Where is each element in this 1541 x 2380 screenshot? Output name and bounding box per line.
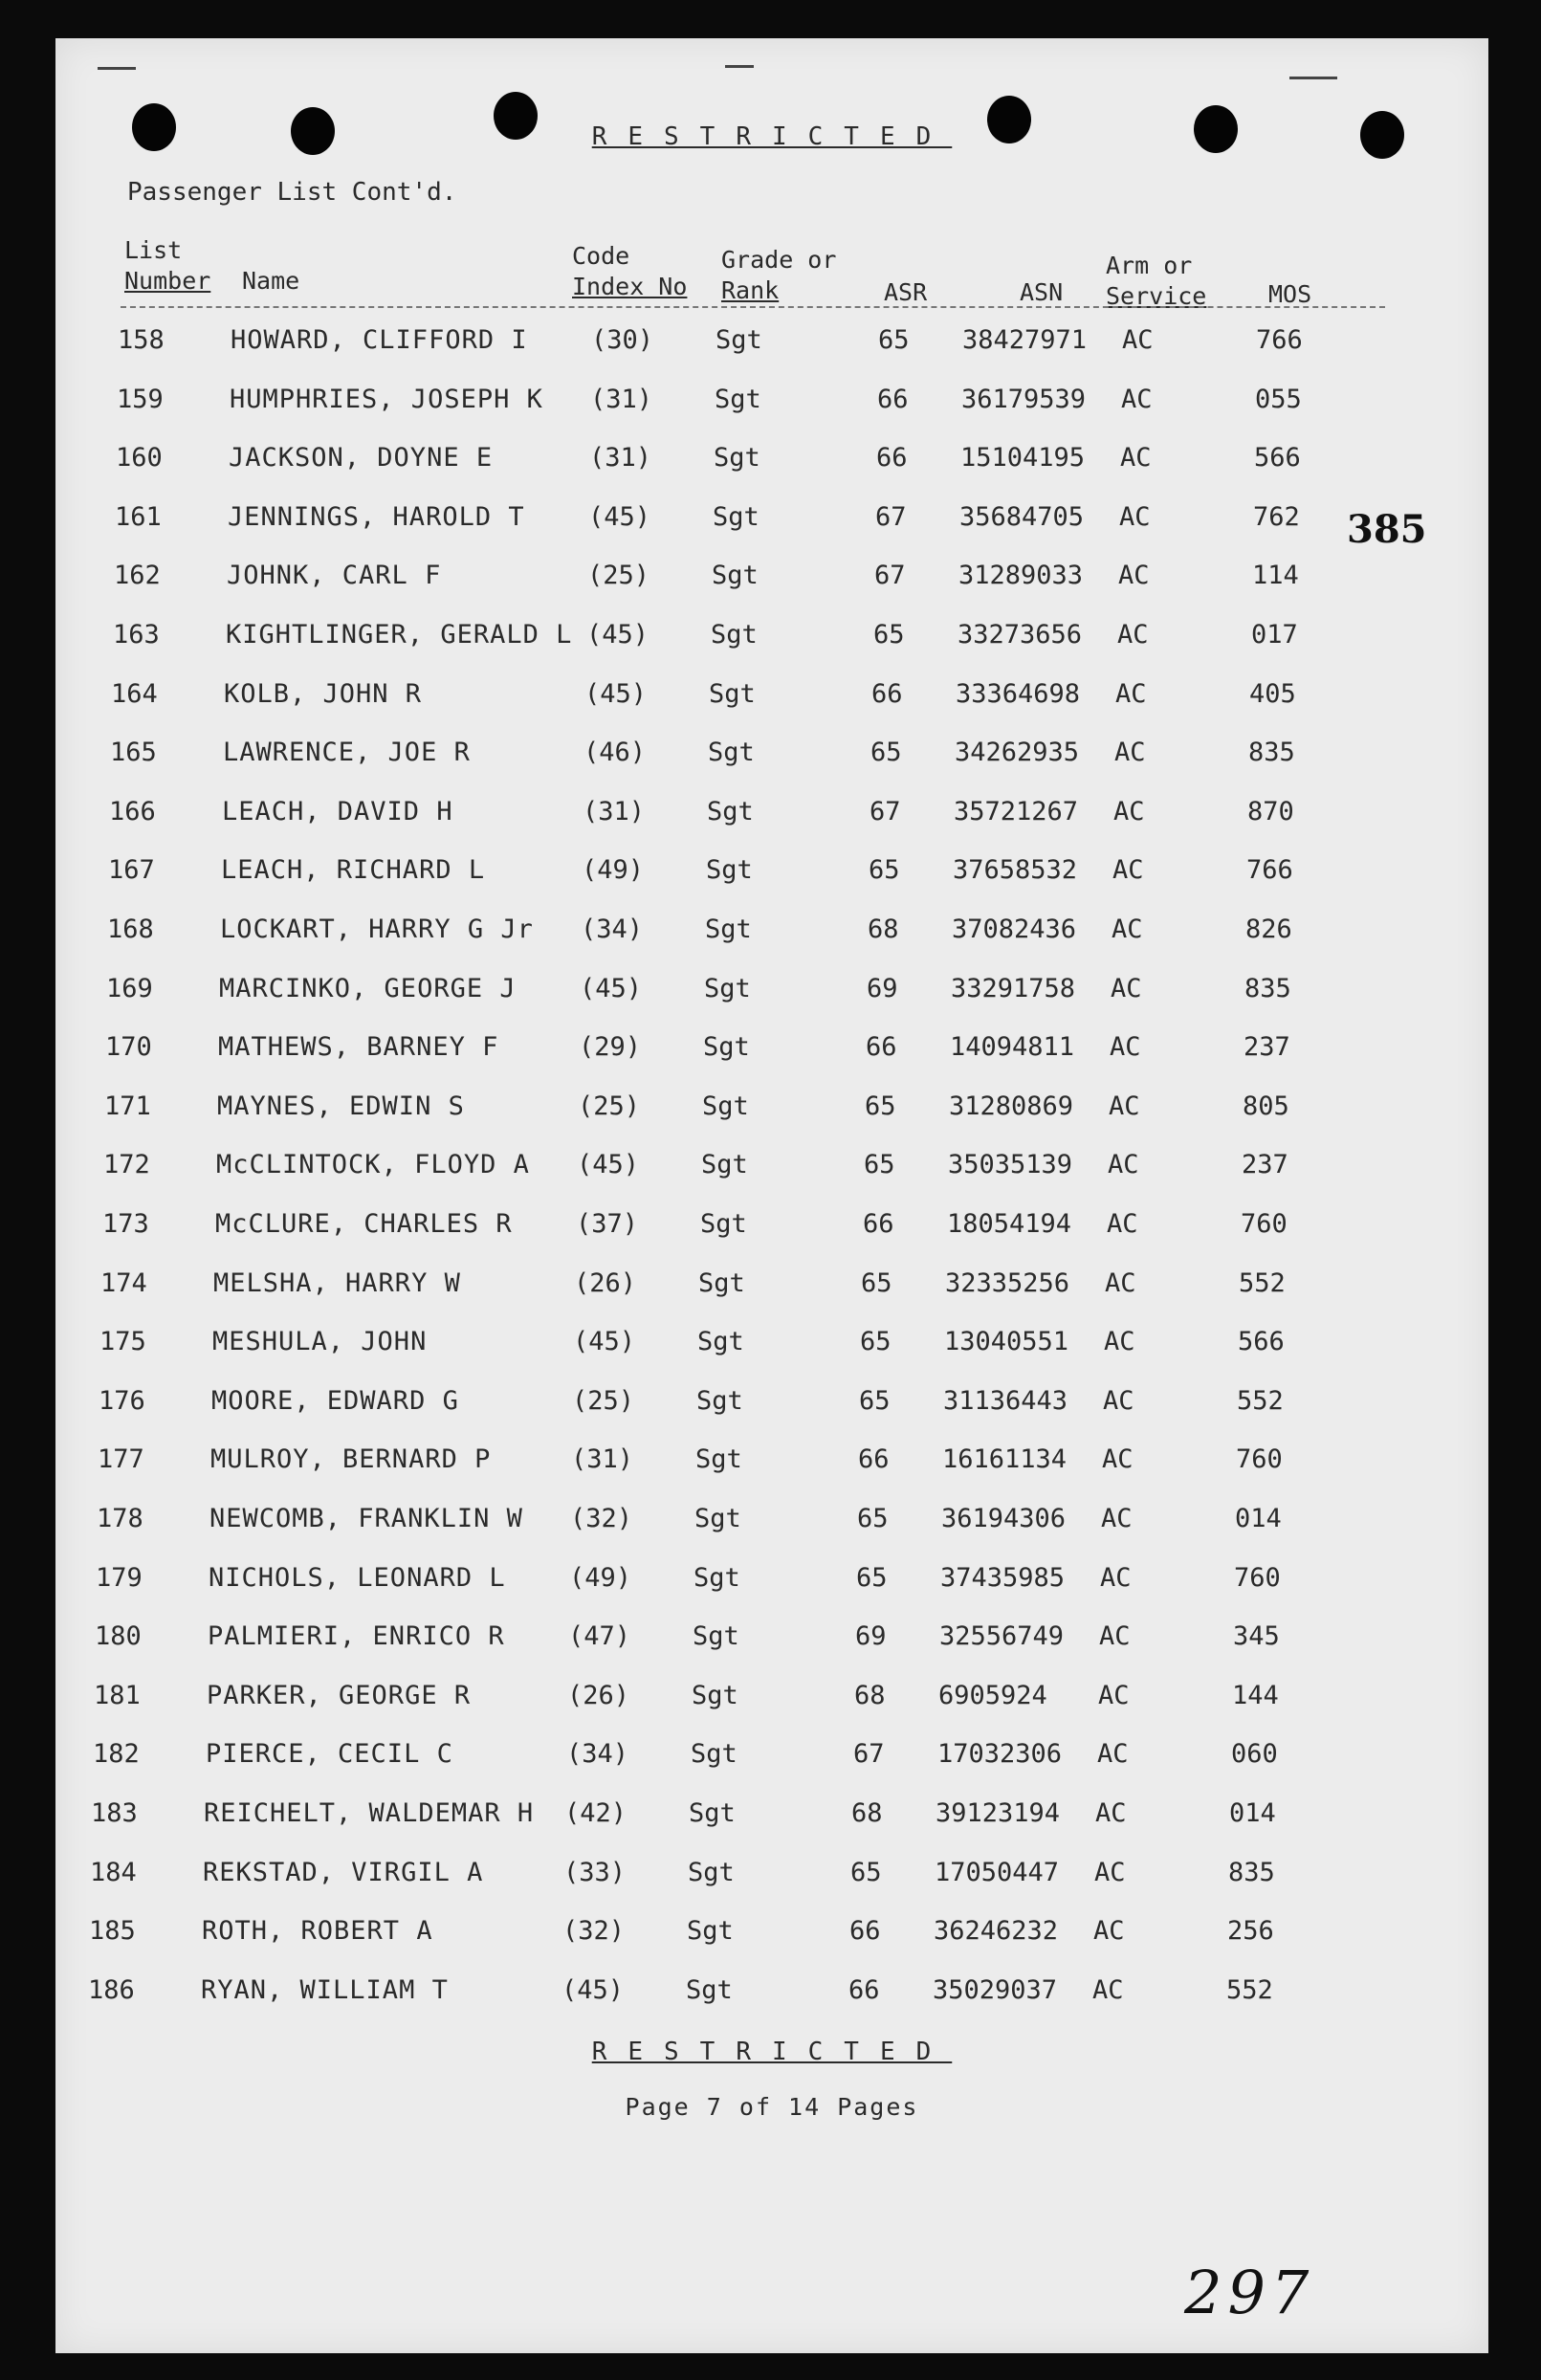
- col-header-code-index: Code Index No: [572, 242, 688, 300]
- table-row: [55, 1504, 1488, 1542]
- table-row: [55, 1916, 1488, 1954]
- arm-service: AC: [1100, 1562, 1132, 1593]
- mos-code: 014: [1229, 1798, 1276, 1828]
- document-page: [55, 38, 1488, 2353]
- list-number: 175: [99, 1327, 146, 1357]
- asn-value: 36246232: [934, 1916, 1059, 1947]
- arm-service: AC: [1095, 1798, 1127, 1828]
- code-index: (47): [568, 1621, 631, 1652]
- table-row: [55, 1858, 1488, 1896]
- list-number: 182: [93, 1739, 140, 1770]
- passenger-name: LEACH, DAVID H: [222, 796, 453, 826]
- asr-value: 65: [864, 1150, 895, 1180]
- asr-value: 68: [868, 915, 899, 944]
- list-number: 173: [102, 1209, 149, 1239]
- passenger-name: HOWARD, CLIFFORD I: [231, 325, 528, 355]
- passenger-name: REKSTAD, VIRGIL A: [203, 1857, 484, 1887]
- arm-service: AC: [1115, 678, 1147, 709]
- mos-code: 237: [1244, 1032, 1290, 1063]
- asr-value: 65: [878, 325, 910, 355]
- asn-value: 34262935: [955, 738, 1080, 768]
- asr-value: 67: [875, 501, 907, 532]
- asn-value: 35684705: [959, 501, 1085, 532]
- passenger-name: MESHULA, JOHN: [212, 1327, 428, 1357]
- code-index: (25): [578, 1091, 641, 1121]
- mos-code: 566: [1254, 443, 1301, 474]
- passenger-name: KIGHTLINGER, GERALD L: [226, 620, 573, 650]
- table-row: [55, 974, 1488, 1012]
- table-row: [55, 502, 1488, 540]
- passenger-name: PIERCE, CECIL C: [206, 1739, 453, 1770]
- grade-rank: Sgt: [707, 796, 754, 826]
- table-row: [55, 1444, 1488, 1483]
- passenger-name: MOORE, EDWARD G: [211, 1385, 459, 1416]
- asn-value: 35029037: [933, 1974, 1058, 2005]
- asr-value: 65: [857, 1504, 889, 1533]
- list-number: 159: [117, 384, 164, 414]
- mos-code: 835: [1248, 738, 1295, 768]
- code-index: (45): [577, 1150, 640, 1180]
- arm-service: AC: [1112, 855, 1144, 886]
- grade-rank: Sgt: [693, 1562, 740, 1593]
- arm-service: AC: [1118, 561, 1150, 591]
- arm-service: AC: [1094, 1857, 1126, 1887]
- mos-code: 766: [1246, 855, 1293, 886]
- table-row: [55, 385, 1488, 423]
- asn-value: 32335256: [945, 1267, 1070, 1298]
- asr-value: 69: [867, 973, 898, 1003]
- passenger-name: MELSHA, HARRY W: [213, 1267, 461, 1298]
- grade-rank: Sgt: [691, 1739, 737, 1770]
- asn-value: 6905924: [938, 1680, 1047, 1710]
- asr-value: 65: [859, 1385, 891, 1416]
- asr-value: 65: [865, 1091, 896, 1121]
- handwritten-number: 297: [1184, 2258, 1315, 2327]
- passenger-name: ROTH, ROBERT A: [202, 1916, 433, 1947]
- code-index: (25): [572, 1385, 635, 1416]
- list-number: 169: [106, 973, 153, 1003]
- grade-rank: Sgt: [694, 1504, 741, 1533]
- asn-value: 14094811: [950, 1032, 1075, 1063]
- table-row: [55, 1386, 1488, 1424]
- restricted-header: RESTRICTED: [591, 122, 953, 151]
- list-number: 165: [110, 738, 157, 768]
- table-row: [55, 1563, 1488, 1601]
- code-index: (32): [562, 1916, 626, 1947]
- code-index: (31): [583, 796, 646, 826]
- list-number: 181: [94, 1680, 141, 1710]
- table-row: [55, 1327, 1488, 1365]
- asr-value: 67: [874, 561, 906, 591]
- asn-value: 36179539: [961, 384, 1087, 414]
- passenger-name: LAWRENCE, JOE R: [223, 738, 471, 768]
- header-rule: [121, 306, 1385, 308]
- passenger-name: RYAN, WILLIAM T: [201, 1974, 449, 2005]
- grade-rank: Sgt: [701, 1150, 748, 1180]
- asn-value: 31280869: [949, 1091, 1074, 1121]
- code-index: (31): [589, 443, 652, 474]
- asn-value: 32556749: [939, 1621, 1065, 1652]
- mos-code: 826: [1245, 915, 1292, 944]
- table-row: [55, 620, 1488, 658]
- col-header-name: Name: [242, 267, 300, 295]
- mos-code: 762: [1253, 501, 1300, 532]
- list-number: 170: [105, 1032, 152, 1063]
- mos-code: 256: [1227, 1916, 1274, 1947]
- arm-service: AC: [1104, 1327, 1135, 1357]
- table-row: [55, 325, 1488, 364]
- list-number: 162: [114, 561, 161, 591]
- asn-value: 16161134: [942, 1444, 1068, 1475]
- passenger-name: McCLINTOCK, FLOYD A: [216, 1150, 530, 1180]
- grade-rank: Sgt: [692, 1680, 738, 1710]
- mos-code: 144: [1232, 1680, 1279, 1710]
- passenger-name: JENNINGS, HAROLD T: [228, 501, 525, 532]
- mos-code: 566: [1238, 1327, 1285, 1357]
- asr-value: 66: [876, 443, 908, 474]
- code-index: (31): [590, 384, 653, 414]
- table-row: [55, 855, 1488, 893]
- grade-rank: Sgt: [711, 620, 758, 650]
- mos-code: 017: [1251, 620, 1298, 650]
- asr-value: 66: [877, 384, 909, 414]
- passenger-name: JACKSON, DOYNE E: [229, 443, 494, 474]
- table-row: [55, 1268, 1488, 1307]
- asn-value: 13040551: [944, 1327, 1069, 1357]
- code-index: (33): [563, 1857, 627, 1887]
- asr-value: 65: [850, 1857, 882, 1887]
- code-index: (45): [584, 678, 648, 709]
- passenger-name: NICHOLS, LEONARD L: [209, 1562, 506, 1593]
- table-row: [55, 797, 1488, 835]
- passenger-name: PARKER, GEORGE R: [207, 1680, 472, 1710]
- table-row: [55, 1681, 1488, 1719]
- arm-service: AC: [1099, 1621, 1131, 1652]
- asr-value: 65: [860, 1327, 892, 1357]
- passenger-name: MARCINKO, GEORGE J: [219, 973, 517, 1003]
- grade-rank: Sgt: [706, 855, 753, 886]
- table-row: [55, 679, 1488, 717]
- asr-value: 68: [854, 1680, 886, 1710]
- table-row: [55, 561, 1488, 599]
- list-number: 183: [91, 1798, 138, 1828]
- asn-value: 33273656: [958, 620, 1083, 650]
- mos-code: 870: [1247, 796, 1294, 826]
- asr-value: 66: [849, 1916, 881, 1947]
- list-number: 176: [99, 1385, 145, 1416]
- passenger-name: REICHELT, WALDEMAR H: [204, 1798, 535, 1828]
- arm-service: AC: [1117, 620, 1149, 650]
- arm-service: AC: [1092, 1974, 1124, 2005]
- list-number: 172: [103, 1150, 150, 1180]
- staple-mark: [98, 67, 136, 70]
- arm-service: AC: [1112, 915, 1143, 944]
- asn-value: 36194306: [941, 1504, 1067, 1533]
- list-number: 168: [107, 915, 154, 944]
- code-index: (45): [573, 1327, 636, 1357]
- asr-value: 65: [873, 620, 905, 650]
- grade-rank: Sgt: [693, 1621, 739, 1652]
- grade-rank: Sgt: [697, 1327, 744, 1357]
- code-index: (45): [588, 501, 651, 532]
- code-index: (49): [582, 855, 645, 886]
- table-row: [55, 1798, 1488, 1837]
- arm-service: AC: [1097, 1739, 1129, 1770]
- code-index: (25): [587, 561, 650, 591]
- restricted-footer: RESTRICTED: [591, 2038, 953, 2066]
- grade-rank: Sgt: [714, 443, 760, 474]
- mos-code: 552: [1239, 1267, 1286, 1298]
- asn-value: 17050447: [935, 1857, 1060, 1887]
- asr-value: 66: [871, 678, 903, 709]
- list-number: 163: [113, 620, 160, 650]
- passenger-name: MAYNES, EDWIN S: [217, 1091, 465, 1121]
- asn-value: 35721267: [954, 796, 1079, 826]
- code-index: (31): [571, 1444, 634, 1475]
- code-index: (29): [579, 1032, 642, 1063]
- code-index: (45): [561, 1974, 625, 2005]
- col-header-mos: MOS: [1268, 280, 1312, 308]
- passenger-name: KOLB, JOHN R: [224, 678, 423, 709]
- asn-value: 33364698: [956, 678, 1081, 709]
- passenger-name: NEWCOMB, FRANKLIN W: [209, 1504, 523, 1533]
- passenger-name: McCLURE, CHARLES R: [215, 1209, 513, 1239]
- grade-rank: Sgt: [686, 1974, 733, 2005]
- table-row: [55, 1032, 1488, 1070]
- code-index: (45): [586, 620, 649, 650]
- grade-rank: Sgt: [713, 501, 759, 532]
- page-subtitle: Passenger List Cont'd.: [127, 178, 457, 207]
- arm-service: AC: [1093, 1916, 1125, 1947]
- table-row: [55, 1150, 1488, 1188]
- code-index: (49): [569, 1562, 632, 1593]
- grade-rank: Sgt: [712, 561, 759, 591]
- list-number: 179: [96, 1562, 143, 1593]
- mos-code: 237: [1242, 1150, 1288, 1180]
- grade-rank: Sgt: [695, 1444, 742, 1475]
- list-number: 171: [104, 1091, 151, 1121]
- table-row: [55, 443, 1488, 481]
- list-number: 164: [111, 678, 158, 709]
- table-row: [55, 1091, 1488, 1130]
- grade-rank: Sgt: [702, 1091, 749, 1121]
- code-index: (37): [576, 1209, 639, 1239]
- asn-value: 38427971: [962, 325, 1088, 355]
- arm-service: AC: [1120, 443, 1152, 474]
- staple-mark: [725, 65, 754, 68]
- asr-value: 67: [853, 1739, 885, 1770]
- arm-service: AC: [1122, 325, 1154, 355]
- mos-code: 760: [1241, 1209, 1288, 1239]
- passenger-name: PALMIERI, ENRICO R: [208, 1621, 505, 1652]
- grade-rank: Sgt: [696, 1385, 743, 1416]
- asr-value: 65: [861, 1267, 892, 1298]
- asn-value: 37435985: [940, 1562, 1066, 1593]
- asn-value: 33291758: [951, 973, 1076, 1003]
- arm-service: AC: [1114, 738, 1146, 768]
- col-header-asn: ASN: [1020, 278, 1064, 306]
- grade-rank: Sgt: [703, 1032, 750, 1063]
- grade-rank: Sgt: [687, 1916, 734, 1947]
- arm-service: AC: [1108, 1150, 1139, 1180]
- list-number: 166: [109, 796, 156, 826]
- mos-code: 805: [1243, 1091, 1289, 1121]
- grade-rank: Sgt: [715, 325, 762, 355]
- arm-service: AC: [1119, 501, 1151, 532]
- passenger-name: MULROY, BERNARD P: [210, 1444, 492, 1475]
- asn-value: 37658532: [953, 855, 1078, 886]
- grade-rank: Sgt: [709, 678, 756, 709]
- grade-rank: Sgt: [705, 915, 752, 944]
- table-row: [55, 1739, 1488, 1777]
- asr-value: 66: [848, 1974, 880, 2005]
- col-header-arm: Arm or Service: [1106, 252, 1207, 310]
- asn-value: 17032306: [937, 1739, 1063, 1770]
- asr-value: 65: [869, 855, 900, 886]
- table-row: [55, 1209, 1488, 1247]
- asr-value: 67: [870, 796, 901, 826]
- grade-rank: Sgt: [708, 738, 755, 768]
- mos-code: 760: [1234, 1562, 1281, 1593]
- mos-code: 405: [1249, 678, 1296, 709]
- arm-service: AC: [1111, 973, 1142, 1003]
- arm-service: AC: [1105, 1267, 1136, 1298]
- code-index: (45): [580, 973, 643, 1003]
- code-index: (34): [581, 915, 644, 944]
- code-index: (42): [564, 1798, 627, 1828]
- mos-code: 552: [1226, 1974, 1273, 2005]
- asn-value: 39123194: [936, 1798, 1061, 1828]
- arm-service: AC: [1101, 1504, 1133, 1533]
- code-index: (46): [583, 738, 647, 768]
- mos-code: 060: [1231, 1739, 1278, 1770]
- table-row: [55, 1621, 1488, 1660]
- arm-service: AC: [1107, 1209, 1138, 1239]
- asr-value: 65: [870, 738, 902, 768]
- table-row: [55, 915, 1488, 953]
- col-header-list-number: List Number: [124, 236, 211, 295]
- arm-service: AC: [1098, 1680, 1130, 1710]
- mos-code: 766: [1256, 325, 1303, 355]
- asr-value: 66: [863, 1209, 894, 1239]
- list-number: 158: [118, 325, 165, 355]
- mos-code: 114: [1252, 561, 1299, 591]
- list-number: 174: [100, 1267, 147, 1298]
- grade-rank: Sgt: [704, 973, 751, 1003]
- grade-rank: Sgt: [715, 384, 761, 414]
- staple-mark: [1289, 77, 1337, 79]
- margin-stamp-number: 385: [1347, 507, 1427, 552]
- arm-service: AC: [1113, 796, 1145, 826]
- asn-value: 31136443: [943, 1385, 1068, 1416]
- list-number: 180: [95, 1621, 142, 1652]
- passenger-name: LEACH, RICHARD L: [221, 855, 486, 886]
- mos-code: 055: [1255, 384, 1302, 414]
- asn-value: 31289033: [958, 561, 1084, 591]
- code-index: (26): [567, 1680, 630, 1710]
- list-number: 178: [97, 1504, 143, 1533]
- passenger-name: LOCKART, HARRY G Jr: [220, 915, 534, 944]
- asr-value: 66: [866, 1032, 897, 1063]
- list-number: 167: [108, 855, 155, 886]
- arm-service: AC: [1109, 1091, 1140, 1121]
- list-number: 160: [116, 443, 163, 474]
- code-index: (32): [570, 1504, 633, 1533]
- grade-rank: Sgt: [698, 1267, 745, 1298]
- mos-code: 760: [1236, 1444, 1283, 1475]
- passenger-name: MATHEWS, BARNEY F: [218, 1032, 499, 1063]
- asr-value: 65: [856, 1562, 888, 1593]
- grade-rank: Sgt: [688, 1857, 735, 1887]
- list-number: 186: [88, 1974, 135, 2005]
- code-index: (30): [591, 325, 654, 355]
- list-number: 185: [89, 1916, 136, 1947]
- asr-value: 66: [858, 1444, 890, 1475]
- page-number-note: Page 7 of 14 Pages: [625, 2093, 919, 2121]
- grade-rank: Sgt: [689, 1798, 736, 1828]
- grade-rank: Sgt: [700, 1209, 747, 1239]
- code-index: (34): [566, 1739, 629, 1770]
- col-header-grade: Grade or Rank: [721, 246, 837, 304]
- passenger-name: JOHNK, CARL F: [227, 561, 442, 591]
- code-index: (26): [574, 1267, 637, 1298]
- list-number: 177: [98, 1444, 144, 1475]
- asn-value: 37082436: [952, 915, 1077, 944]
- mos-code: 345: [1233, 1621, 1280, 1652]
- asr-value: 68: [851, 1798, 883, 1828]
- arm-service: AC: [1121, 384, 1153, 414]
- mos-code: 835: [1244, 973, 1291, 1003]
- mos-code: 552: [1237, 1385, 1284, 1416]
- asn-value: 18054194: [947, 1209, 1072, 1239]
- col-header-asr: ASR: [884, 278, 928, 306]
- list-number: 184: [90, 1857, 137, 1887]
- mos-code: 014: [1235, 1504, 1282, 1533]
- mos-code: 835: [1228, 1857, 1275, 1887]
- asn-value: 15104195: [960, 443, 1086, 474]
- list-number: 161: [115, 501, 162, 532]
- passenger-name: HUMPHRIES, JOSEPH K: [230, 384, 543, 414]
- table-row: [55, 738, 1488, 776]
- arm-service: AC: [1103, 1385, 1134, 1416]
- arm-service: AC: [1102, 1444, 1134, 1475]
- asr-value: 69: [855, 1621, 887, 1652]
- table-row: [55, 1975, 1488, 2014]
- asn-value: 35035139: [948, 1150, 1073, 1180]
- arm-service: AC: [1110, 1032, 1141, 1063]
